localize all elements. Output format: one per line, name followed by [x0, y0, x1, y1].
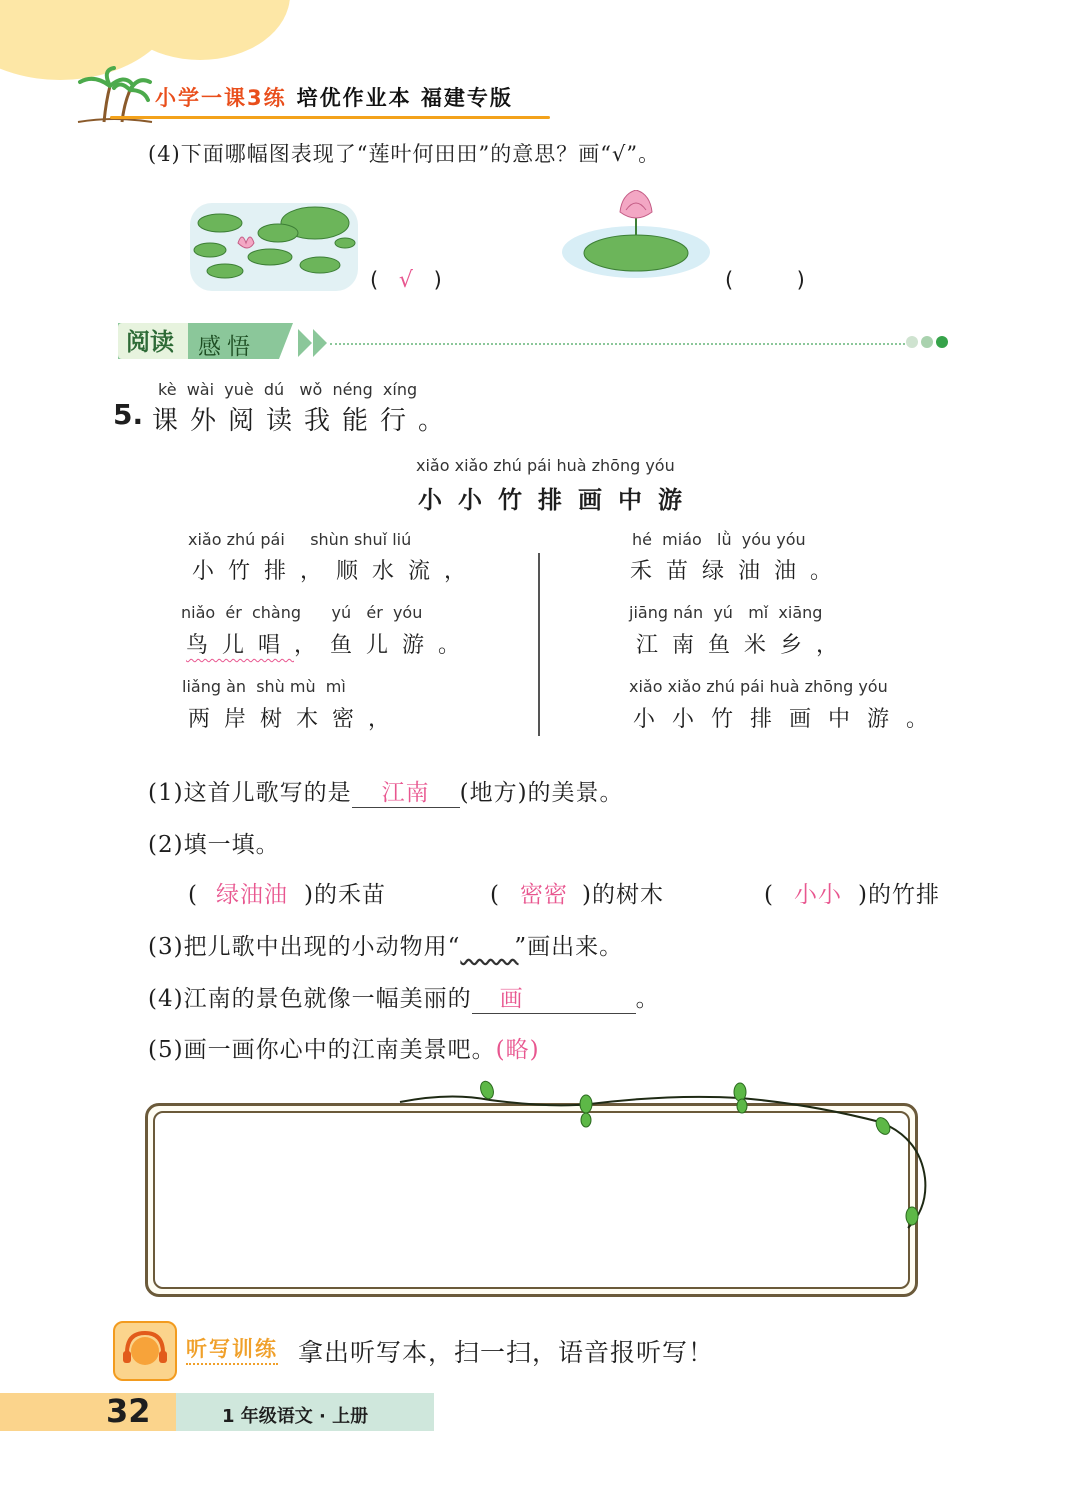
poem-title: 小小竹排画中游 — [418, 486, 698, 514]
divider-dot — [921, 336, 933, 348]
section-title-a: 阅读 — [126, 328, 174, 356]
page-number: 32 — [106, 1392, 151, 1430]
poem-line: 禾苗绿油油。 — [630, 559, 847, 584]
section-arrow-icon — [313, 329, 327, 357]
q5-title: 课外阅读我能行。 — [152, 406, 457, 436]
poem-divider — [538, 553, 540, 736]
fill-answer: 小小 — [793, 882, 842, 908]
poem-pinyin: xiǎo xiǎo zhú pái huà zhōng yóu — [629, 677, 888, 696]
poem-title-pinyin: xiǎo xiǎo zhú pái huà zhōng yóu — [416, 456, 675, 475]
divider-dot — [906, 336, 918, 348]
fill-item: ( 小小 )的竹排 — [764, 882, 940, 908]
subquestion-4: (4)江南的景色就像一幅美丽的 画 。 — [148, 980, 660, 1014]
poem-pinyin: xiǎo zhú pái shùn shuǐ liú — [188, 530, 412, 549]
poem-line: 两岸树木密， — [188, 707, 405, 732]
headphone-icon[interactable] — [113, 1321, 177, 1381]
header-brand: 小学一课3练 — [155, 86, 287, 110]
vine-decoration — [390, 1078, 940, 1238]
q5-pinyin: kè wài yuè dú wǒ néng xíng — [158, 380, 418, 399]
question-4-prompt: (4)下面哪幅图表现了“莲叶何田田”的意思？画“√”。 — [148, 142, 661, 166]
poem-pinyin: niǎo ér chàng yú ér yóu — [181, 603, 423, 622]
poem-line: 小竹排，顺水流， — [192, 559, 481, 584]
answer-1: 江南 — [352, 774, 460, 808]
wavy-line-sample — [460, 934, 514, 960]
section-arrow-icon — [298, 329, 312, 357]
subquestion-1: (1)这首儿歌写的是 江南 (地方)的美景。 — [148, 774, 624, 808]
subquestion-5: (5)画一画你心中的江南美景吧。(略) — [148, 1037, 540, 1063]
poem-line: 江南鱼米乡， — [636, 633, 853, 658]
grade-label: 1 年级语文 · 上册 — [222, 1406, 369, 1427]
lotus-pond-illustration — [190, 195, 360, 295]
answer-5: (略) — [495, 1037, 540, 1063]
fill-item: ( 绿油油 )的禾苗 — [188, 882, 386, 908]
fill-item: ( 密密 )的树木 — [490, 882, 664, 908]
header-underline — [110, 116, 550, 119]
listen-text: 拿出听写本，扫一扫，语音报听写！ — [298, 1338, 715, 1367]
listen-label: 听写训练 — [186, 1333, 278, 1365]
poem-pinyin: jiāng nán yú mǐ xiāng — [629, 603, 823, 622]
fill-answer: 密密 — [519, 882, 568, 908]
divider-dot — [936, 336, 948, 348]
fill-answer: 绿油油 — [215, 882, 288, 908]
answer-paren-right: ( ) — [725, 268, 805, 292]
poem-line: 小小竹排画中游。 — [633, 707, 946, 732]
animal-bird: 鸟儿唱 — [186, 633, 295, 658]
q5-number: 5. — [113, 398, 144, 431]
section-title-b: 感悟 — [198, 334, 256, 360]
check-mark: √ — [398, 268, 413, 293]
section-divider — [330, 343, 905, 345]
answer-4: 画 — [472, 980, 636, 1014]
answer-paren-left: ( √ ) — [370, 268, 442, 293]
poem-line: 鸟儿唱，鱼儿游。 — [186, 633, 475, 658]
poem-pinyin: hé miáo lǜ yóu yóu — [632, 530, 806, 549]
single-lotus-illustration — [560, 190, 712, 285]
subquestion-3: (3)把儿歌中出现的小动物用“ ”画出来。 — [148, 934, 624, 960]
subquestion-2: (2)填一填。 — [148, 832, 280, 858]
poem-pinyin: liǎng àn shù mù mì — [182, 677, 346, 696]
header-title — [155, 82, 513, 112]
header-subtitle: 培优作业本 福建专版 — [296, 86, 513, 110]
